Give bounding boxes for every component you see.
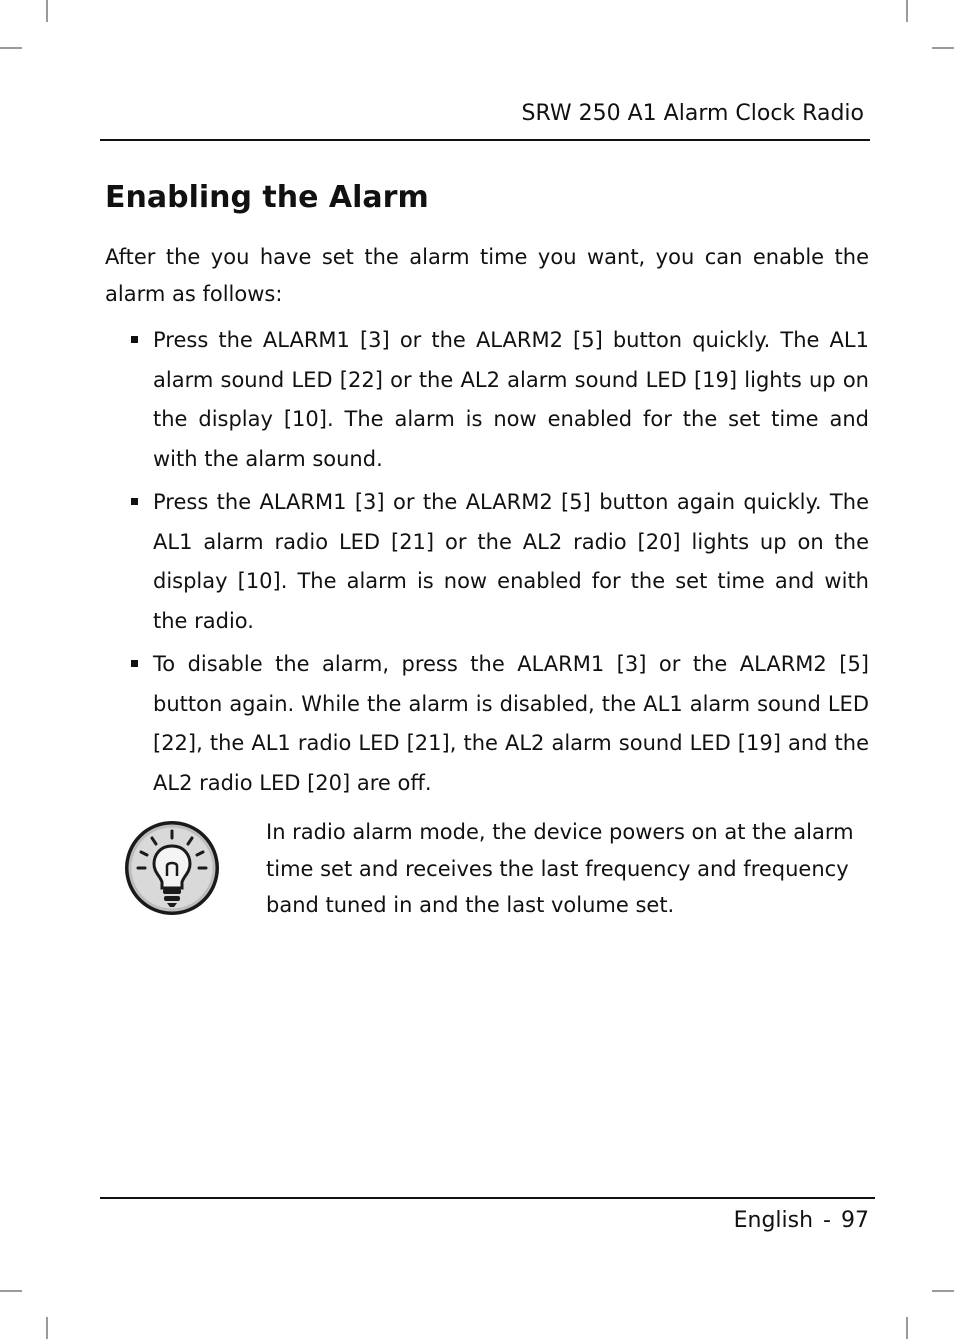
crop-mark — [906, 1317, 908, 1339]
page-number: 97 — [841, 1208, 869, 1233]
header-rule — [100, 139, 870, 141]
bullet-square-icon — [131, 336, 138, 343]
crop-mark — [906, 0, 908, 22]
bullet-square-icon — [131, 660, 138, 667]
list-item — [105, 321, 869, 479]
lightbulb-icon — [122, 818, 222, 918]
list-item — [105, 483, 869, 641]
footer-rule — [100, 1197, 875, 1199]
list-item-text: Press the ALARM1 [3] or the ALARM2 [5] button again quickly. The AL1 alarm radio LED [21] or the AL2 radio [20] lights up on the display [10]. The alarm is now enabled for the set time and with the radio. — [153, 490, 869, 633]
bullet-square-icon — [131, 498, 138, 505]
note-text: In radio alarm mode, the device powers on at the alarm time set and receives the last frequency and frequency band tuned in and the last volume set. — [266, 820, 854, 917]
instruction-list — [105, 321, 869, 807]
list-item-text: Press the ALARM1 [3] or the ALARM2 [5] button quickly. The AL1 alarm sound LED [22] or the AL2 alarm sound LED [19] lights up on the display [10]. The alarm is now enabled for the set time and with the alarm sound. — [153, 328, 869, 471]
crop-mark — [932, 47, 954, 49]
running-header: SRW 250 A1 Alarm Clock Radio — [521, 101, 864, 126]
crop-mark — [932, 1290, 954, 1292]
footer-language: English — [733, 1208, 814, 1233]
list-item — [105, 645, 869, 803]
crop-mark — [46, 1317, 48, 1339]
page-footer — [734, 1206, 869, 1236]
crop-mark — [46, 0, 48, 22]
list-item-text: To disable the alarm, press the ALARM1 [3] or the ALARM2 [5] button again. While the alarm is disabled, the AL1 alarm sound LED [22], the AL1 radio LED [21], the AL2 alarm sound LED [19] and the AL2 radio LED [20] are off. — [153, 652, 869, 795]
section-title: Enabling the Alarm — [105, 180, 429, 215]
intro-paragraph: After the you have set the alarm time you want, you can enable the alarm as follows: — [105, 245, 869, 306]
footer-separator: - — [823, 1208, 831, 1233]
crop-mark — [0, 47, 22, 49]
crop-mark — [0, 1290, 22, 1292]
